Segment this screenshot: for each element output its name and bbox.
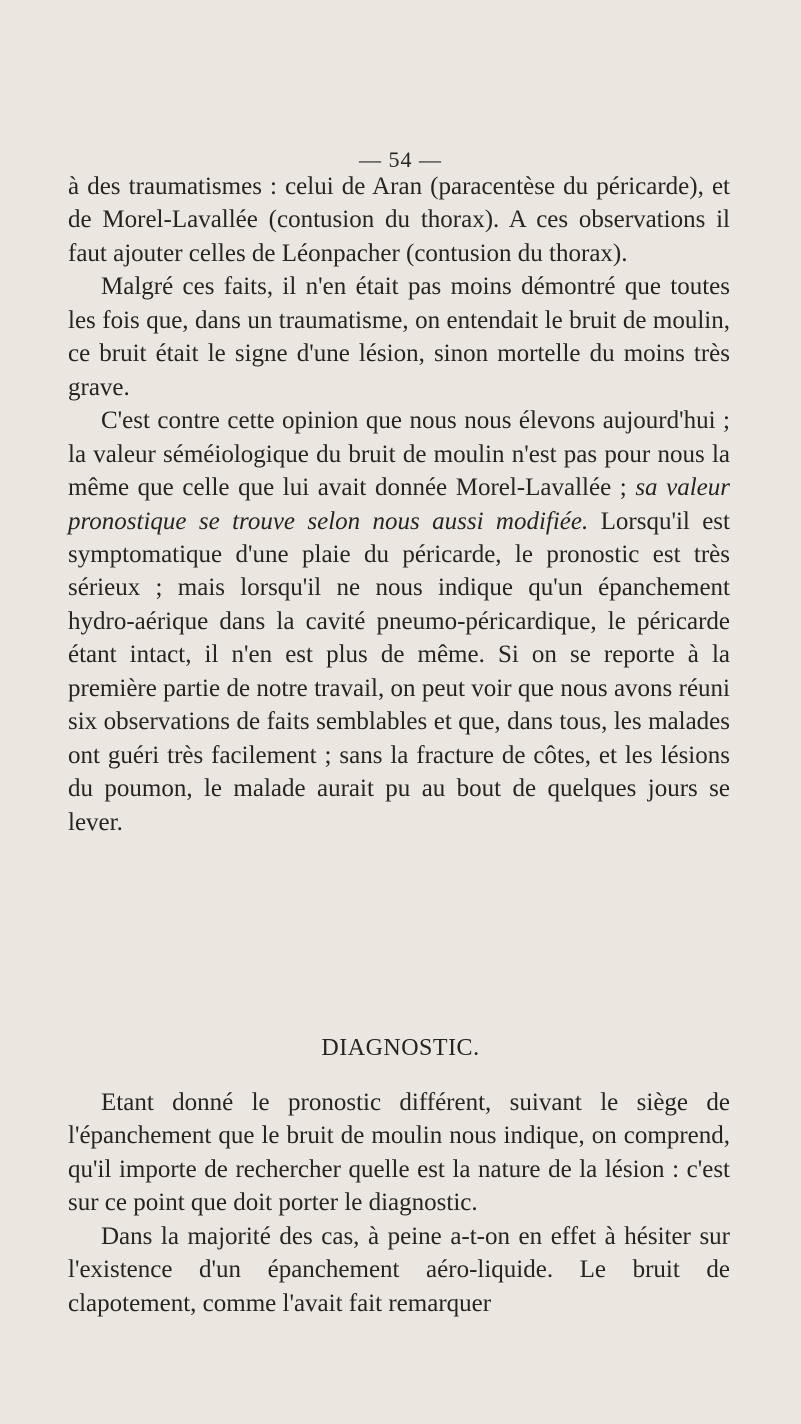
paragraph-3-text-after: Lorsqu'il est symptomatique d'une plaie du péricarde, le pronostic est très sérieux ; mais lorsqu'il ne nous indique qu'un épanchement hydro-aérique dans la cavité pneumo-péricardique, le péricarde étant intact, il n'en est plus de même. Si on se reporte à la première partie de notre travail, on peut voir que nous avons réuni six observations de faits semblables et que, dans tous, les malades ont guéri très facilement ; sans la fracture de côtes, et les lésions du poumon, le malade aurait pu au bout de quelques jours se lever. <box>68 507 730 836</box>
body-text-top <box>68 170 730 839</box>
paragraph-3 <box>68 404 730 839</box>
paragraph-5: Dans la majorité des cas, à peine a-t-on en effet à hésiter sur l'existence d'un épanchement aéro-liquide. Le bruit de clapotement, comme l'avait fait remarquer <box>68 1222 730 1317</box>
paragraph-1: à des traumatismes : celui de Aran (paracentèse du péricarde), et de Morel-Lavallée (contusion du thorax). A ces observations il faut ajouter celles de Léonpacher (contusion du thorax). <box>68 173 730 267</box>
paragraph-3-italic-phrase: sa valeur pronostique se trouve selon nous aussi modifiée. <box>68 474 730 535</box>
paragraph-2: Malgré ces faits, il n'en était pas moins démontré que toutes les fois que, dans un traumatisme, on entendait le bruit de moulin, ce bruit était le signe d'une lésion, sinon mortelle du moins très grave. <box>68 273 730 401</box>
paragraph-4: Etant donné le pronostic différent, suivant le siège de l'épanchement que le bruit de moulin nous indique, on comprend, qu'il importe de rechercher quelle est la nature de la lésion : c'est sur ce point que doit porter le diagnostic. <box>68 1089 730 1217</box>
body-text-bottom <box>68 1086 730 1320</box>
page-number: — 54 — <box>359 147 442 172</box>
section-heading: DIAGNOSTIC. <box>321 1035 480 1061</box>
paragraph-3-text-before: C'est contre cette opinion que nous nous élevons aujourd'hui ; la valeur séméiologique du bruit de moulin n'est pas pour nous la même que celle que lui avait donnée Morel-Lavallée ; <box>68 407 730 502</box>
